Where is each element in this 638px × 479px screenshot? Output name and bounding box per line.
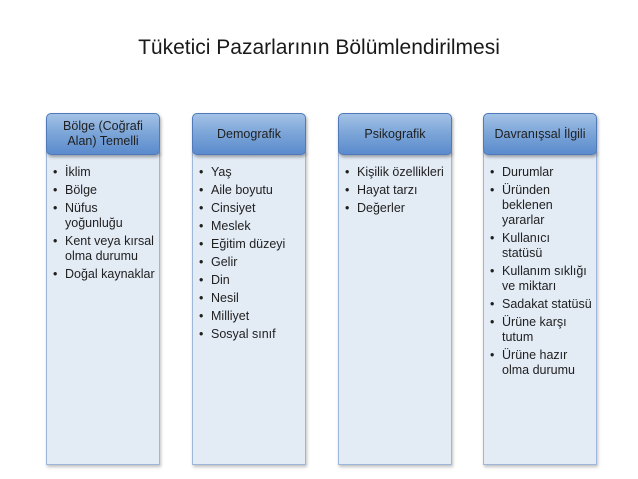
list-item: • Hayat tarzı (345, 183, 447, 198)
list-item: • Sosyal sınıf (199, 327, 301, 342)
list-item: • Eğitim düzeyi (199, 237, 301, 252)
column-body (46, 151, 160, 465)
list-item: • Din (199, 273, 301, 288)
item-list (53, 165, 155, 282)
list-item: • Üründen beklenen yararlar (490, 183, 592, 228)
item-list (199, 165, 301, 342)
column-body (483, 151, 597, 465)
column-header: Davranışsal İlgili (483, 113, 597, 155)
list-item: • Durumlar (490, 165, 592, 180)
list-item: • Ürüne hazır olma durumu (490, 348, 592, 378)
column-demographic (192, 113, 306, 465)
list-item: • Sadakat statüsü (490, 297, 592, 312)
column-psychographic (338, 113, 452, 465)
list-item: • Yaş (199, 165, 301, 180)
column-header: Bölge (Coğrafi Alan) Temelli (46, 113, 160, 155)
list-item: • Milliyet (199, 309, 301, 324)
column-header: Demografik (192, 113, 306, 155)
list-item: • Bölge (53, 183, 155, 198)
list-item: • Gelir (199, 255, 301, 270)
column-body (338, 151, 452, 465)
list-item: • Nesil (199, 291, 301, 306)
list-item: • Kişilik özellikleri (345, 165, 447, 180)
column-body (192, 151, 306, 465)
item-list (345, 165, 447, 216)
column-behavioral (483, 113, 597, 465)
list-item: • Meslek (199, 219, 301, 234)
list-item: • Kent veya kırsal olma durumu (53, 234, 155, 264)
list-item: • Kullanım sıklığı ve miktarı (490, 264, 592, 294)
list-item: • Değerler (345, 201, 447, 216)
column-geographic (46, 113, 160, 465)
list-item: • Nüfus yoğunluğu (53, 201, 155, 231)
list-item: • İklim (53, 165, 155, 180)
column-header: Psikografik (338, 113, 452, 155)
list-item: • Doğal kaynaklar (53, 267, 155, 282)
item-list (490, 165, 592, 378)
list-item: • Ürüne karşı tutum (490, 315, 592, 345)
list-item: • Aile boyutu (199, 183, 301, 198)
list-item: • Kullanıcı statüsü (490, 231, 592, 261)
slide-title: Tüketici Pazarlarının Bölümlendirilmesi (138, 36, 500, 59)
list-item: • Cinsiyet (199, 201, 301, 216)
